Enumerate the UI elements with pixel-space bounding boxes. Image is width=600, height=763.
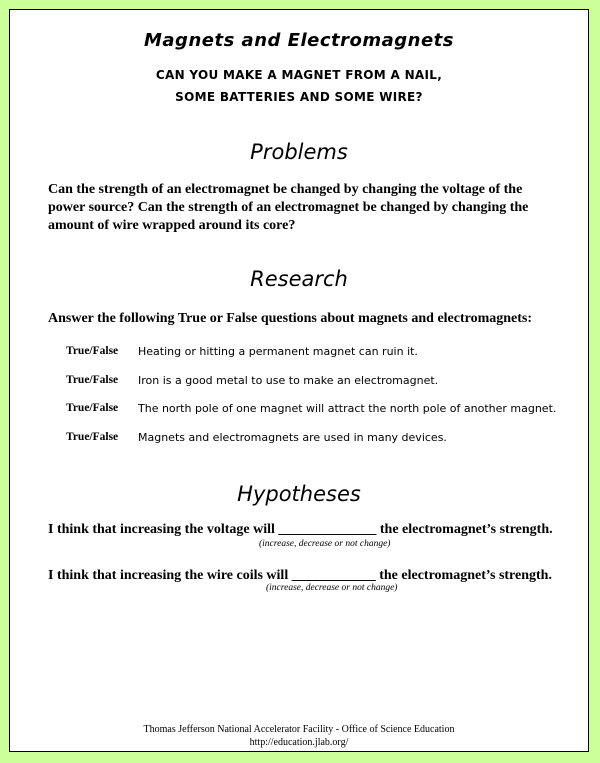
research-heading: Research (250, 267, 348, 291)
subtitle-line-2: SOME BATTERIES AND SOME WIRE? (175, 90, 423, 104)
true-false-label: True/False (66, 402, 119, 414)
hypothesis-2-hint: (increase, decrease or not change) (266, 583, 398, 593)
question-text: Heating or hitting a permanent magnet can ruin it. (138, 345, 418, 358)
question-text: Magnets and electromagnets are used in many devices. (138, 431, 447, 444)
true-false-label: True/False (66, 431, 119, 443)
hypothesis-1: I think that increasing the voltage will ______________ the electromagnet’s strength. (48, 522, 553, 537)
true-false-label: True/False (66, 345, 119, 357)
problems-text: Can the strength of an electromagnet be changed by changing the voltage of the power source? Can the strength of an electromagnet be changed by changing the amount of wire wrapped around its core? (48, 182, 529, 233)
hypothesis-2: I think that increasing the wire coils will ____________ the electromagnet’s strength. (48, 568, 552, 583)
research-intro: Answer the following True or False questions about magnets and electromagnets: (48, 311, 533, 326)
worksheet-page (9, 9, 589, 752)
page-title: Magnets and Electromagnets (144, 30, 454, 51)
subtitle-line-1: CAN YOU MAKE A MAGNET FROM A NAIL, (155, 68, 443, 82)
footer-url: http://education.jlab.org/ (249, 737, 349, 748)
hypotheses-heading: Hypotheses (237, 482, 361, 506)
question-text: The north pole of one magnet will attract the north pole of another magnet. (138, 402, 557, 415)
problems-heading: Problems (250, 140, 348, 164)
true-false-label: True/False (66, 374, 119, 386)
footer-organization: Thomas Jefferson National Accelerator Facility - Office of Science Education (143, 724, 455, 735)
question-text: Iron is a good metal to use to make an electromagnet. (138, 374, 439, 387)
hypothesis-1-hint: (increase, decrease or not change) (259, 539, 391, 549)
